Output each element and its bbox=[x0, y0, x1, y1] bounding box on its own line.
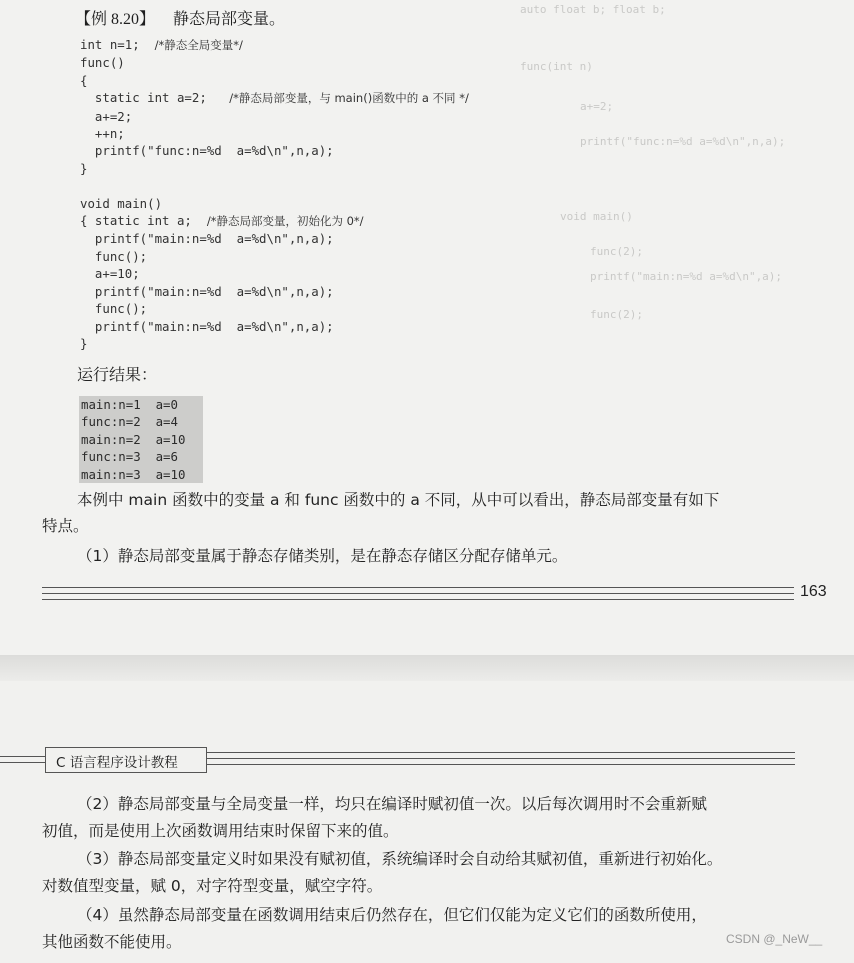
paragraph-line: （2）静态局部变量与全局变量一样，均只在编译时赋初值一次。以后每次调用时不会重新赋 bbox=[77, 795, 707, 813]
book-page bbox=[0, 681, 854, 963]
bleed-through-text: a+=2; bbox=[580, 100, 614, 113]
code-line bbox=[80, 230, 469, 247]
code-text: func(); bbox=[80, 301, 148, 317]
example-number: 【例 8.20】 bbox=[75, 11, 156, 28]
code-line bbox=[80, 300, 469, 317]
code-text: a+=2; bbox=[80, 108, 133, 124]
paragraph-line: 其他函数不能使用。 bbox=[42, 933, 182, 951]
code-text: { bbox=[80, 72, 88, 88]
paragraph-line: 对数值型变量，赋 0，对字符型变量，赋空字符。 bbox=[42, 877, 383, 895]
header-rule bbox=[205, 758, 795, 759]
header-rule bbox=[205, 752, 795, 753]
code-line bbox=[80, 125, 469, 142]
footer-rule bbox=[42, 599, 794, 600]
code-comment: /*静态全局变量*/ bbox=[154, 38, 243, 52]
example-heading bbox=[75, 6, 285, 29]
page-gap bbox=[0, 655, 854, 681]
bleed-through-text: printf("func:n=%d a=%d\n",n,a); bbox=[580, 135, 786, 148]
footer-rule bbox=[42, 593, 794, 594]
bleed-through-text: void main() bbox=[560, 210, 633, 223]
book-title: C 语言程序设计教程 bbox=[56, 755, 178, 771]
paragraph-line: （1）静态局部变量属于静态存储类别，是在静态存储区分配存储单元。 bbox=[77, 547, 568, 565]
code-line bbox=[80, 195, 469, 212]
code-text: printf("main:n=%d a=%d\n",n,a); bbox=[80, 318, 334, 334]
bleed-through-text: printf("main:n=%d a=%d\n",a); bbox=[590, 270, 783, 283]
code-comment: /*静态局部变量，初始化为 0*/ bbox=[206, 214, 364, 229]
bleed-through-text: func(2); bbox=[590, 245, 643, 258]
running-header bbox=[45, 747, 207, 773]
code-text: } bbox=[80, 335, 88, 351]
code-text: void main() bbox=[80, 195, 163, 211]
code-line bbox=[80, 36, 469, 54]
header-rule bbox=[0, 756, 45, 757]
program-output bbox=[79, 396, 203, 483]
page-number: 163 bbox=[800, 583, 827, 600]
code-line bbox=[80, 54, 469, 71]
code-line bbox=[80, 265, 469, 282]
code-text: a+=10; bbox=[80, 266, 140, 282]
code-line bbox=[80, 142, 469, 159]
bleed-through-text: auto float b; float b; bbox=[520, 3, 666, 16]
header-rule bbox=[205, 764, 795, 765]
bleed-through-text: func(2); bbox=[590, 308, 643, 321]
code-text: func() bbox=[80, 55, 125, 71]
output-line: func:n=3 a=6 bbox=[81, 449, 178, 465]
code-line bbox=[80, 212, 469, 230]
output-line: main:n=1 a=0 bbox=[81, 397, 178, 412]
header-rule bbox=[0, 762, 45, 763]
paragraph-line: 特点。 bbox=[42, 517, 89, 535]
code-line bbox=[80, 335, 469, 352]
code-text: printf("main:n=%d a=%d\n",n,a); bbox=[80, 283, 334, 299]
code-text: ++n; bbox=[80, 126, 125, 142]
paragraph-line: 初值，而是使用上次函数调用结束时保留下来的值。 bbox=[42, 822, 399, 840]
result-label: 运行结果： bbox=[77, 365, 158, 384]
code-text: printf("func:n=%d a=%d\n",n,a); bbox=[80, 143, 334, 159]
watermark: CSDN @_NeW__ bbox=[726, 932, 823, 946]
code-line bbox=[80, 72, 469, 89]
code-text: static int a=2; bbox=[80, 90, 230, 106]
code-line bbox=[80, 89, 469, 107]
example-title: 静态局部变量。 bbox=[173, 9, 286, 28]
code-line bbox=[80, 160, 469, 177]
output-line: main:n=3 a=10 bbox=[81, 466, 186, 482]
code-text: } bbox=[80, 160, 88, 176]
paragraph-line: 本例中 main 函数中的变量 a 和 func 函数中的 a 不同，从中可以看出，静态局部变量有如下 bbox=[77, 491, 720, 509]
paragraph-line: （3）静态局部变量定义时如果没有赋初值，系统编译时会自动给其赋初值，重新进行初始化。 bbox=[77, 850, 723, 868]
output-line: main:n=2 a=10 bbox=[81, 431, 186, 447]
code-line bbox=[80, 283, 469, 300]
code-comment: /*静态局部变量，与 main()函数中的 a 不同 */ bbox=[229, 91, 469, 106]
footer-rule bbox=[42, 587, 794, 588]
code-listing bbox=[80, 36, 469, 352]
code-text: int n=1; bbox=[80, 37, 155, 52]
code-line bbox=[80, 318, 469, 335]
code-text: func(); bbox=[80, 248, 148, 264]
code-line bbox=[80, 248, 469, 265]
paragraph-line: （4）虽然静态局部变量在函数调用结束后仍然存在，但它们仅能为定义它们的函数所使用， bbox=[77, 906, 707, 924]
bleed-through-text: func(int n) bbox=[520, 60, 593, 73]
code-line bbox=[80, 108, 469, 125]
code-text: printf("main:n=%d a=%d\n",n,a); bbox=[80, 231, 334, 247]
code-line bbox=[80, 177, 469, 194]
code-text: { static int a; bbox=[80, 213, 207, 229]
output-line: func:n=2 a=4 bbox=[81, 414, 178, 430]
